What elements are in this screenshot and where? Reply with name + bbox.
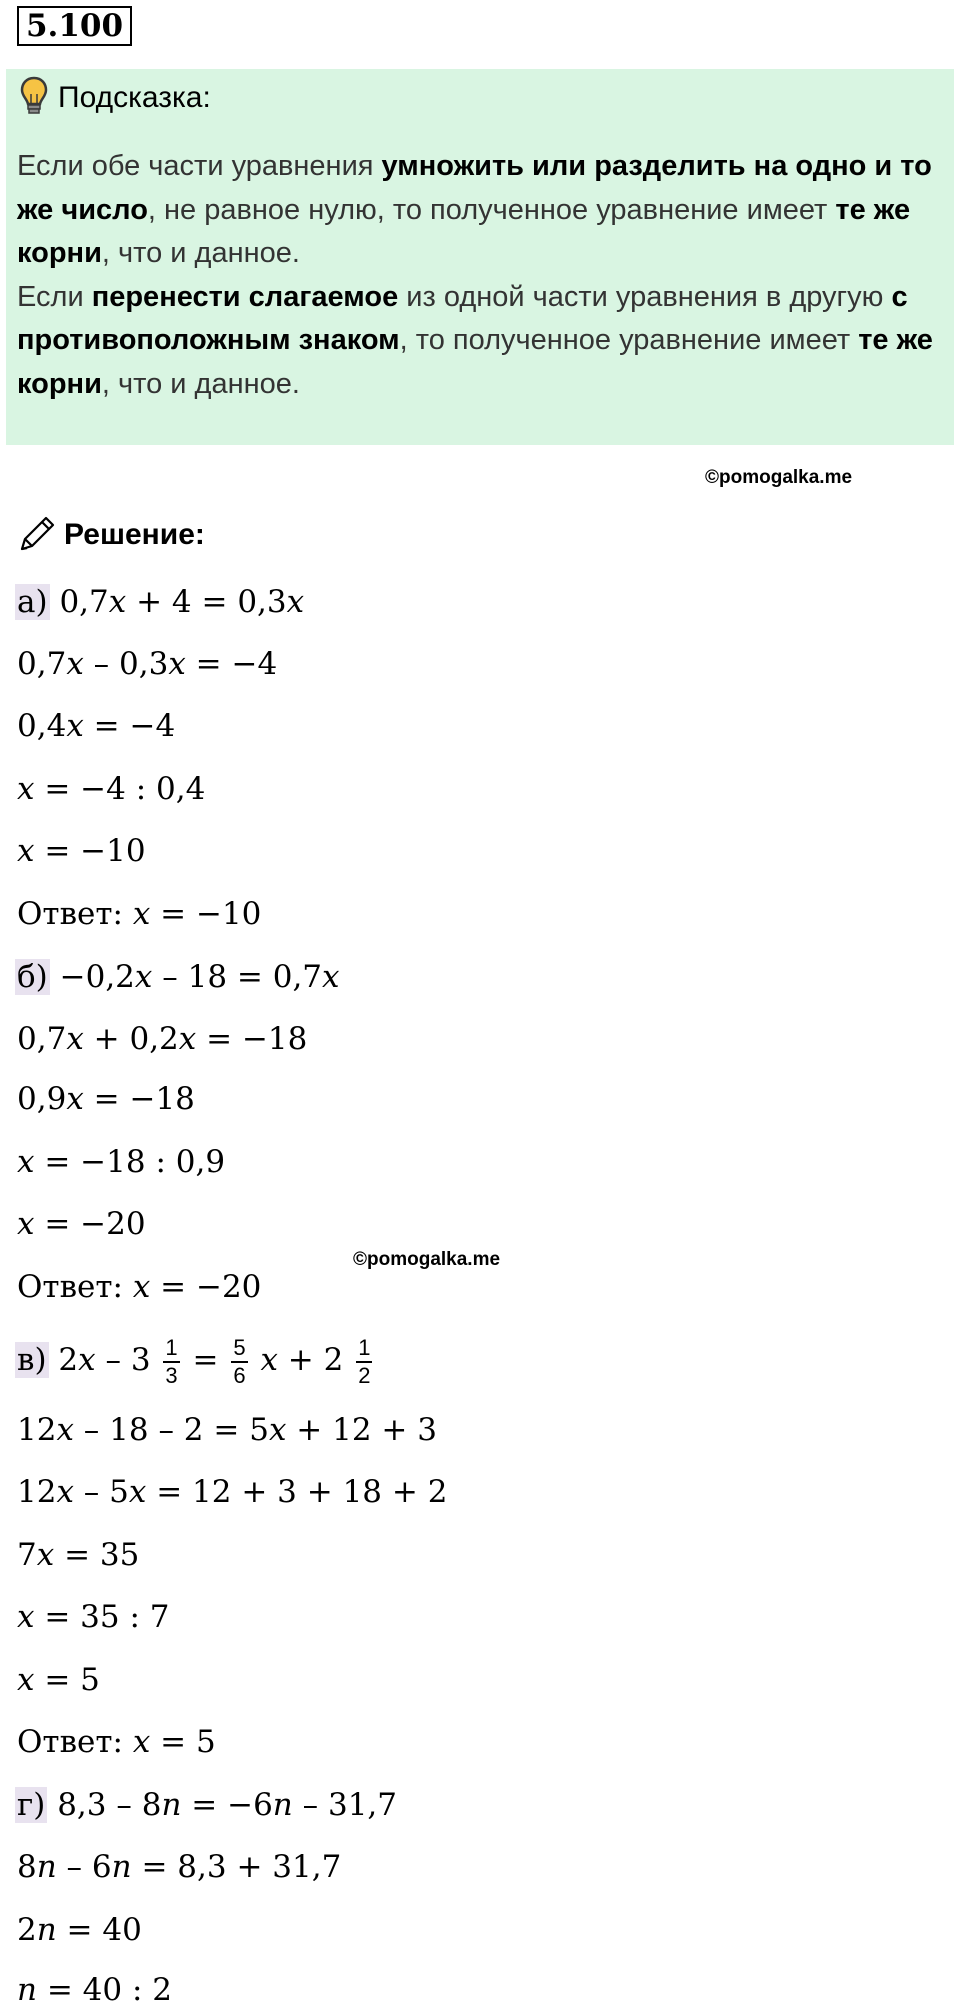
variable: x <box>17 1144 35 1180</box>
variable: x <box>66 1021 84 1057</box>
variable: x <box>286 584 305 620</box>
solution-title: Решение: <box>64 518 205 551</box>
term: – 0,3 <box>83 646 169 682</box>
hint-text-segment: Если <box>17 280 92 313</box>
part-label: г) <box>17 1787 46 1823</box>
variable: x <box>128 1474 147 1510</box>
term: = 5 <box>150 1724 216 1760</box>
equation-line <box>17 1330 375 1390</box>
hint-bold-segment: перенести слагаемое <box>91 280 399 313</box>
term: = 35 <box>54 1537 140 1573</box>
equation-line <box>17 1966 172 2014</box>
answer-line <box>17 890 261 938</box>
watermark: ©pomogalka.me <box>705 467 853 488</box>
hint-bold-segment: те же корни <box>17 193 911 269</box>
variable: x <box>322 959 340 995</box>
term: = −18 : 0,9 <box>34 1144 226 1180</box>
term: 0,4 <box>17 708 67 744</box>
variable: x <box>56 1412 74 1448</box>
term: = −4 : 0,4 <box>34 771 206 807</box>
fraction: $\frac{5}{6}$ <box>233 1334 246 1388</box>
part-label: в) <box>17 1342 47 1378</box>
term: + 4 = 0,3 <box>126 584 287 620</box>
pencil-icon <box>18 513 58 558</box>
term: 0,7 <box>17 646 67 682</box>
hint-title: Подсказка: <box>58 81 211 114</box>
term: 8 <box>17 1849 37 1885</box>
equation-line <box>17 1843 341 1891</box>
term: = −18 <box>196 1021 308 1057</box>
variable: x <box>66 708 84 744</box>
hint-text <box>17 145 947 406</box>
variable: x <box>17 1662 35 1698</box>
equation-line <box>17 1906 142 1954</box>
variable: x <box>132 1269 151 1305</box>
variable: x <box>78 1342 96 1378</box>
term: 12 <box>17 1412 57 1448</box>
variable: x <box>36 1537 55 1573</box>
term: −0,2 <box>59 959 135 995</box>
term: + 0,2 <box>83 1021 179 1057</box>
equation-line <box>17 1656 100 1704</box>
variable: n <box>111 1849 132 1885</box>
term: 0,7 <box>17 1021 67 1057</box>
term: = −18 <box>83 1081 195 1117</box>
equation-line <box>17 1015 307 1063</box>
answer-line <box>17 1263 261 1311</box>
term: – 18 – 2 = 5 <box>73 1412 269 1448</box>
term: Ответ: <box>17 896 133 932</box>
variable: n <box>17 1972 37 2008</box>
hint-bold-segment: те же корни <box>17 324 933 400</box>
term: 7 <box>17 1537 37 1573</box>
term: = −4 <box>83 708 176 744</box>
watermark: ©pomogalka.me <box>353 1249 501 1270</box>
term: – 31,7 <box>292 1787 397 1823</box>
lightbulb-icon <box>20 76 48 121</box>
term: + 12 + 3 <box>286 1412 437 1448</box>
hint-text-segment: Если обе части уравнения <box>17 150 382 182</box>
term: = −4 <box>185 646 278 682</box>
term: = −10 <box>34 833 146 869</box>
term: = 8,3 + 31,7 <box>131 1849 342 1885</box>
term: + 2 <box>277 1342 354 1378</box>
variable: x <box>17 833 35 869</box>
equation-line <box>17 1406 437 1454</box>
hint-text-segment: , что и данное. <box>101 367 300 400</box>
term: 0,9 <box>17 1081 67 1117</box>
variable: x <box>108 584 127 620</box>
term: = 12 + 3 + 18 + 2 <box>146 1474 448 1510</box>
variable: n <box>161 1787 182 1823</box>
variable: x <box>268 1412 287 1448</box>
equation-line <box>17 1138 225 1186</box>
variable: x <box>17 771 35 807</box>
hint-box <box>6 69 954 445</box>
term: – 3 <box>95 1342 161 1378</box>
term: – 6 <box>56 1849 112 1885</box>
variable: x <box>17 1206 35 1242</box>
fraction: $\frac{1}{3}$ <box>165 1334 178 1388</box>
equation-line <box>17 765 205 813</box>
problem-number: 5.100 <box>17 6 132 46</box>
equation-line <box>17 1531 139 1579</box>
term: 0,7 <box>59 584 109 620</box>
term: 2 <box>17 1912 37 1948</box>
term: = <box>182 1342 229 1378</box>
equation-line <box>17 578 304 626</box>
fraction: $\frac{1}{2}$ <box>358 1334 371 1388</box>
solution-header <box>18 510 205 560</box>
term: = −20 <box>34 1206 146 1242</box>
variable: x <box>17 1599 35 1635</box>
term: = 40 : 2 <box>36 1972 172 2008</box>
equation-line <box>17 1593 170 1641</box>
variable: x <box>132 896 151 932</box>
hint-bold-segment: с противоположным знаком <box>17 280 908 356</box>
part-label: б) <box>17 959 48 995</box>
term: = −10 <box>150 896 262 932</box>
term: – 5 <box>73 1474 129 1510</box>
term: = −20 <box>150 1269 262 1305</box>
hint-bold-segment: умножить или разделить на одно и то же число <box>17 150 932 226</box>
term: – 18 = 0,7 <box>152 959 323 995</box>
term: 12 <box>17 1474 57 1510</box>
variable: x <box>168 646 186 682</box>
term: 2 <box>58 1342 79 1378</box>
term: = 5 <box>34 1662 100 1698</box>
part-label: а) <box>17 584 48 620</box>
variable: x <box>178 1021 197 1057</box>
hint-text-segment: , что и данное. <box>101 237 300 269</box>
equation-line <box>17 827 146 875</box>
variable: x <box>56 1474 74 1510</box>
variable: x <box>66 1081 84 1117</box>
answer-line <box>17 1718 216 1766</box>
term: 8,3 – 8 <box>57 1787 162 1823</box>
term: = −6 <box>181 1787 273 1823</box>
term: = 35 : 7 <box>34 1599 170 1635</box>
variable: n <box>36 1912 57 1948</box>
variable: x <box>66 646 84 682</box>
variable: x <box>260 1342 278 1378</box>
term: = 40 <box>56 1912 142 1948</box>
equation-line <box>17 640 277 688</box>
hint-text-segment: из одной части уравнения в другую <box>398 280 892 313</box>
variable: x <box>132 1724 151 1760</box>
hint-header <box>20 75 211 121</box>
term: Ответ: <box>17 1724 133 1760</box>
equation-line <box>17 1075 195 1123</box>
hint-text-segment: , то полученное уравнение имеет <box>399 324 859 356</box>
term: Ответ: <box>17 1269 133 1305</box>
hint-text-segment: , не равное нулю, то полученное уравнение имеет <box>147 193 836 226</box>
equation-line <box>17 702 175 750</box>
equation-line <box>17 953 340 1001</box>
variable: n <box>36 1849 57 1885</box>
equation-line <box>17 1468 447 1516</box>
equation-line <box>17 1200 146 1248</box>
variable: n <box>272 1787 293 1823</box>
variable: x <box>134 959 153 995</box>
equation-line <box>17 1781 397 1829</box>
